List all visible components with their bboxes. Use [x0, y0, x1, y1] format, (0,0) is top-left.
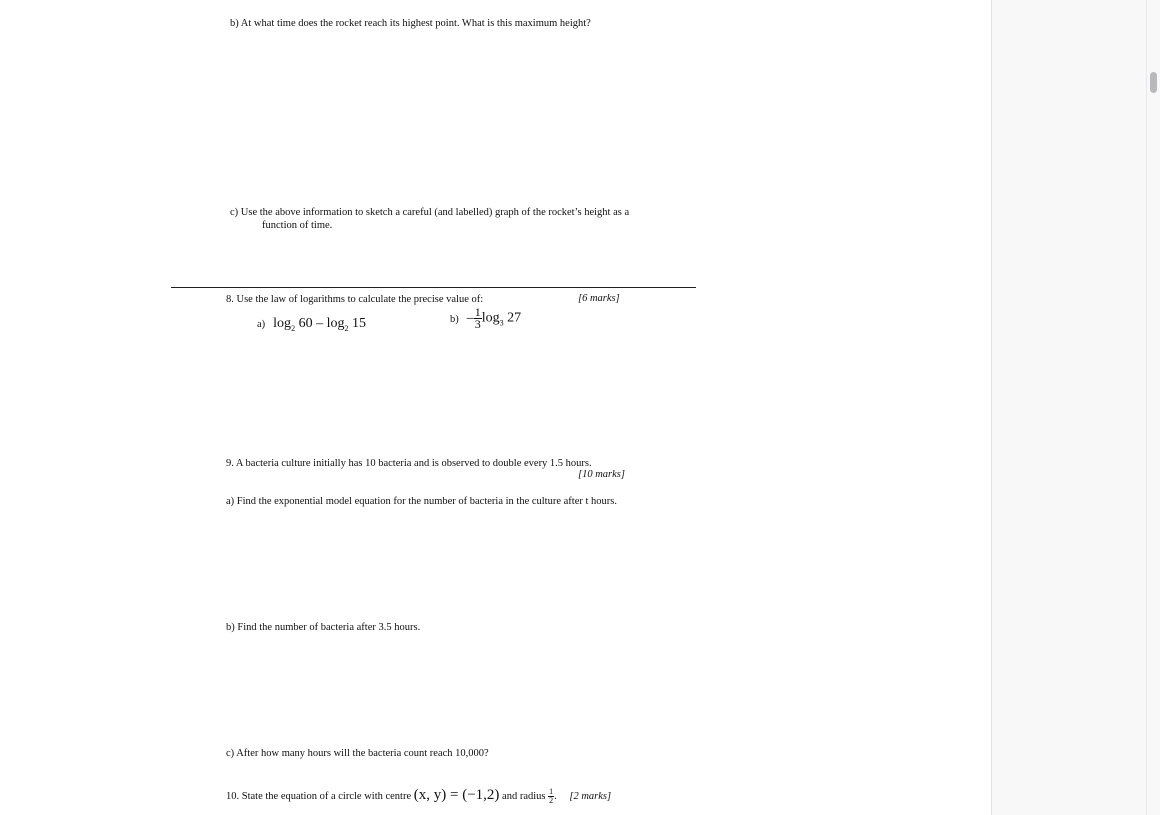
- q8b-label: b): [450, 313, 459, 325]
- q10-marks: [2 marks]: [569, 790, 612, 802]
- q10-line: 10. State the equation of a circle with centre (x, y) = (−1,2) and radius $\frac{1}{2}$ . [2 marks]: [226, 786, 612, 805]
- q10-centre: (x, y) = (−1,2): [413, 786, 500, 803]
- q7c-text-line1: c) Use the above information to sketch a careful (and labelled) graph of the rocket’s height as a: [230, 207, 630, 218]
- scrollbar-track[interactable]: [1146, 0, 1160, 815]
- q7b-text: b) At what time does the rocket reach its highest point. What is this maximum height?: [230, 18, 591, 29]
- q8a-expression: a) $\log_2 60 - \log_2 15$: [257, 316, 366, 333]
- q8b-fraction: $\frac{1}{3}$: [474, 305, 481, 331]
- q8-marks: [6 marks]: [578, 293, 620, 304]
- q9a-text: a) Find the exponential model equation for the number of bacteria in the culture after t hours.: [226, 496, 617, 507]
- section-divider: [171, 287, 696, 288]
- q9-text: 9. A bacteria culture initially has 10 bacteria and is observed to double every 1.5 hours.: [226, 458, 592, 469]
- q8a-label: a): [257, 319, 266, 330]
- right-side-panel: [991, 0, 1160, 815]
- q9b-text: b) Find the number of bacteria after 3.5 hours.: [226, 622, 421, 633]
- q9c-text: c) After how many hours will the bacteria count reach 10,000?: [226, 748, 489, 759]
- scrollbar-thumb[interactable]: [1150, 72, 1157, 93]
- q10-text: 10. State the equation of a circle with centre: [226, 790, 412, 802]
- q10-radius-fraction: $\frac{1}{2}$: [549, 787, 554, 805]
- q9-marks: [10 marks]: [578, 469, 625, 480]
- q8-text: 8. Use the law of logarithms to calculate the precise value of:: [226, 294, 484, 305]
- q10-radius-text: and radius: [502, 790, 546, 802]
- q8b-expression: b) – $\frac{1}{3}$ $\log_3 27$: [450, 305, 522, 331]
- q7c-text-line2: function of time.: [262, 220, 333, 231]
